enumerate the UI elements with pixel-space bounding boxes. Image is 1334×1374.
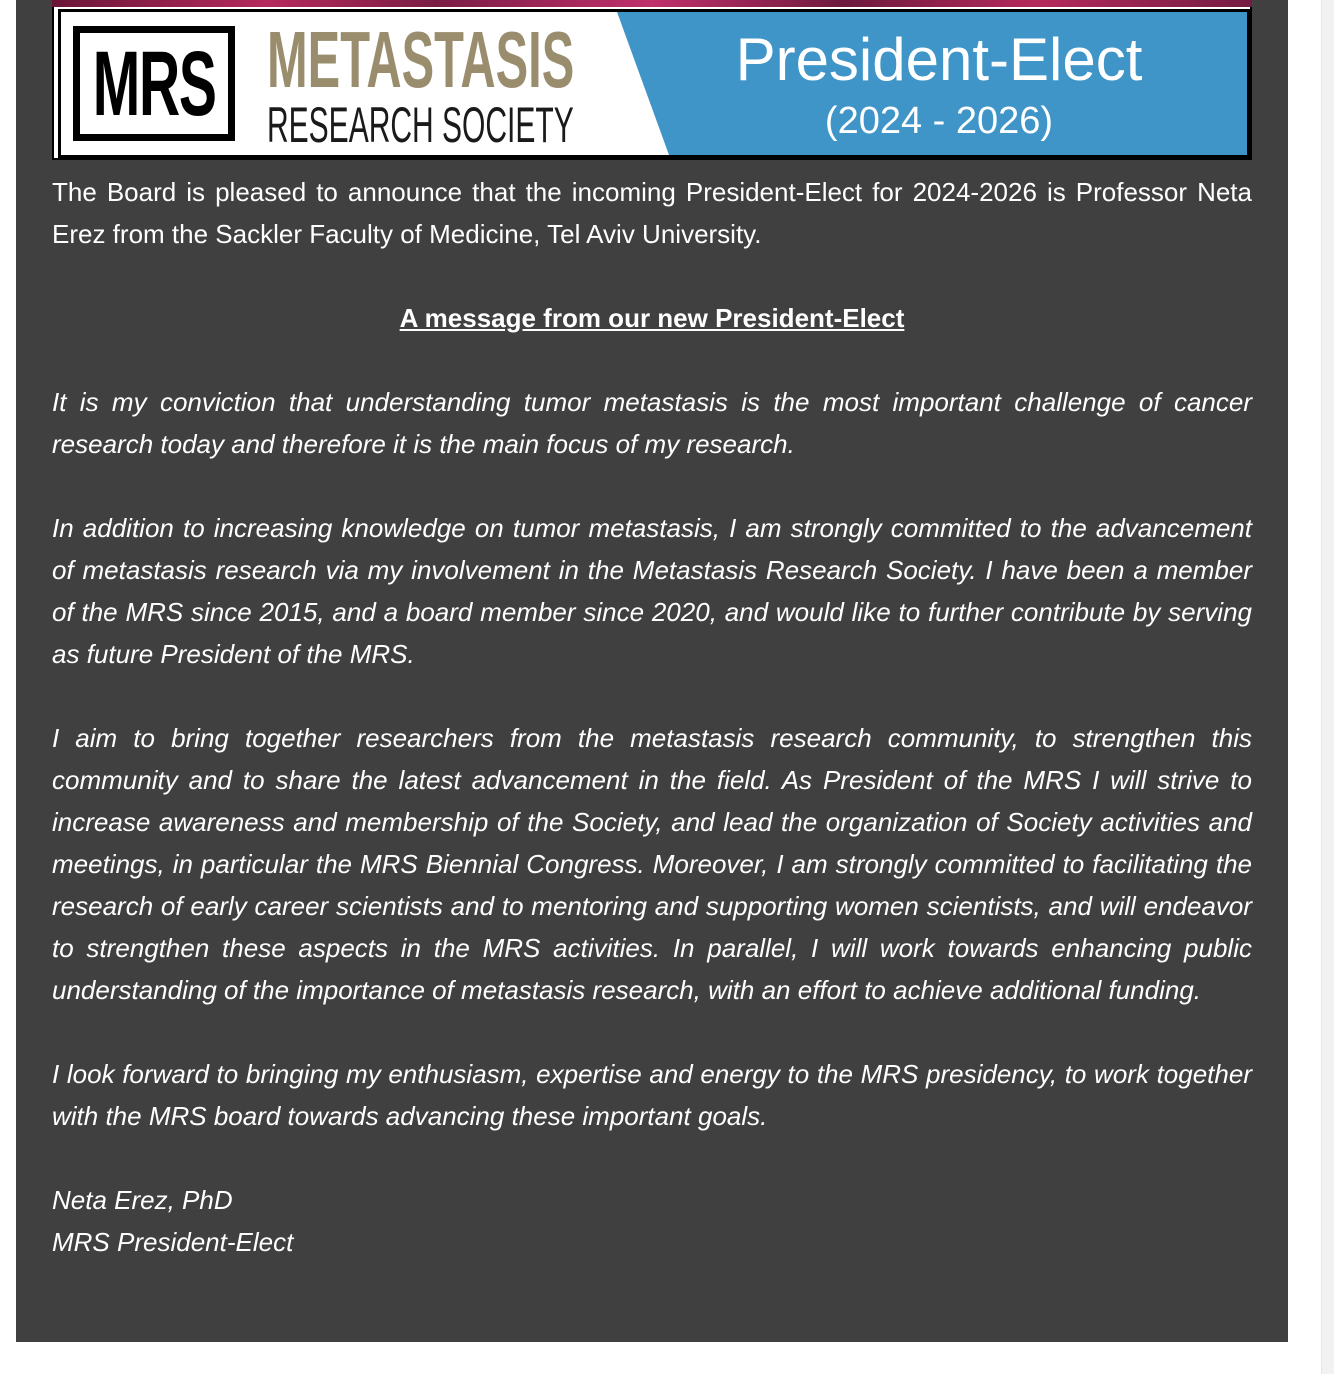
banner-role-years: (2024 - 2026): [824, 100, 1054, 142]
announcement-text: The Board is pleased to announce that the incoming President-Elect for 2024-2026 is Professor Neta Erez from the Sackler Faculty of Medicine, Tel Aviv University.: [52, 177, 1252, 249]
message-heading: A message from our new President-Elect: [399, 303, 905, 333]
logo-title: METASTASIS: [267, 15, 575, 104]
banner-role-title: President-Elect: [735, 26, 1143, 93]
mrs-logo-text: MRS: [92, 32, 216, 135]
banner-frame: [58, 9, 1250, 158]
signature-name: Neta Erez, PhD: [52, 1185, 233, 1215]
scrollbar-track[interactable]: [1321, 0, 1334, 1374]
message-paragraph: It is my conviction that understanding tumor metastasis is the most important challenge of cancer research today and therefore it is the main focus of my research.: [52, 387, 1252, 459]
mrs-logo: [61, 12, 245, 155]
banner-inner: [54, 7, 1250, 158]
message-paragraph: I look forward to bringing my enthusiasm, expertise and energy to the MRS presidency, to work together with the MRS board towards advancing these important goals.: [52, 1059, 1252, 1131]
president-elect-banner: [52, 0, 1252, 160]
message-paragraph: In addition to increasing knowledge on tumor metastasis, I am strongly committed to the advancement of metastasis research via my involvement in the Metastasis Research Society. I have been a member of the MRS since 2015, and a board member since 2020, and would like to further contribute by serving as future President of the MRS.: [52, 513, 1252, 669]
banner-photo-strip: [52, 0, 1252, 7]
logo-subtitle: RESEARCH SOCIETY: [267, 97, 574, 153]
newsletter-panel: [16, 0, 1288, 1342]
signature-title: MRS President-Elect: [52, 1227, 294, 1257]
message-paragraph: I aim to bring together researchers from the metastasis research community, to strengthen this community and to share the latest advancement in the field. As President of the MRS I will strive to increase awareness and membership of the Society, and lead the organization of Society activities and meetings, in particular the MRS Biennial Congress. Moreover, I am strongly committed to facilitating the research of early career scientists and to mentoring and supporting women scientists, and will endeavor to strengthen these aspects in the MRS activities. In parallel, I will work towards enhancing public understanding of the importance of metastasis research, with an effort to achieve additional funding.: [52, 723, 1252, 1005]
article-content: [52, 171, 1252, 1263]
